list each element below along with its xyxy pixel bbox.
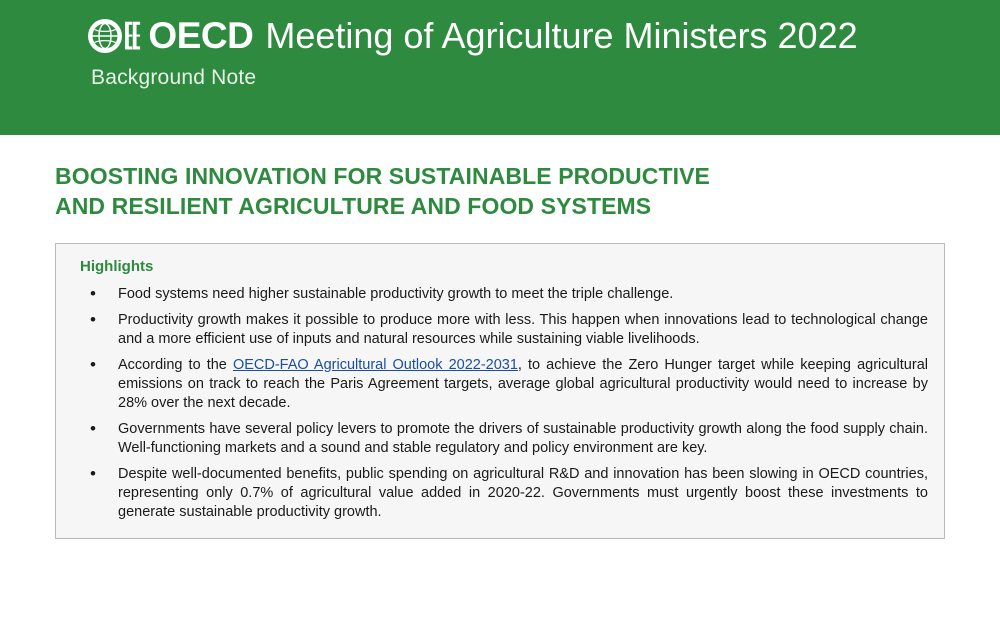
- list-item: • Despite well-documented benefits, public spending on agricultural R&D and innovation has been slowing in OECD countries, representing only 0.7% of agricultural value added in 2020-22. Governments must urgently boost these investments to generate sustainable productivity growth.: [72, 465, 928, 522]
- globe-icon: [88, 19, 122, 53]
- highlights-box: [55, 243, 945, 539]
- list-item-text-prefix: According to the: [118, 357, 233, 373]
- list-item-text-suffix: , to achieve the Zero Hunger target while keeping agricultural emissions on track to reach the Paris Agreement targets, average global agricultural productivity would need to increase by 28% over the next decade.: [118, 357, 928, 411]
- list-item: • Productivity growth makes it possible to produce more with less. This happen when innovations lead to technological change and a more efficient use of inputs and natural resources while sustaining viable livelihoods.: [72, 311, 928, 349]
- list-item: • Governments have several policy levers to promote the drivers of sustainable productivity growth along the food supply chain. Well-functioning markets and a sound and stable regulatory and policy environment are key.: [72, 420, 928, 458]
- oecd-brand: OECD: [148, 15, 254, 56]
- list-item: [72, 356, 928, 413]
- document-title-line-1: BOOSTING INNOVATION FOR SUSTAINABLE PRODUCTIVE: [55, 163, 711, 189]
- oecd-fao-outlook-link[interactable]: OECD-FAO Agricultural Outlook 2022-2031: [232, 357, 518, 373]
- list-item: • Food systems need higher sustainable productivity growth to meet the triple challenge.: [72, 285, 928, 304]
- highlights-list: [72, 285, 928, 522]
- document-title: [55, 161, 1000, 221]
- oecd-arcs-icon: ⁅⁅: [123, 19, 139, 52]
- highlights-heading: Highlights: [80, 258, 154, 275]
- oecd-globe-logo: [88, 19, 138, 53]
- header-band: [0, 0, 1000, 135]
- document-title-line-2: AND RESILIENT AGRICULTURE AND FOOD SYSTEMS: [55, 193, 652, 219]
- page-title: Meeting of Agriculture Ministers 2022: [265, 15, 858, 56]
- page-subtitle: Background Note: [91, 66, 257, 89]
